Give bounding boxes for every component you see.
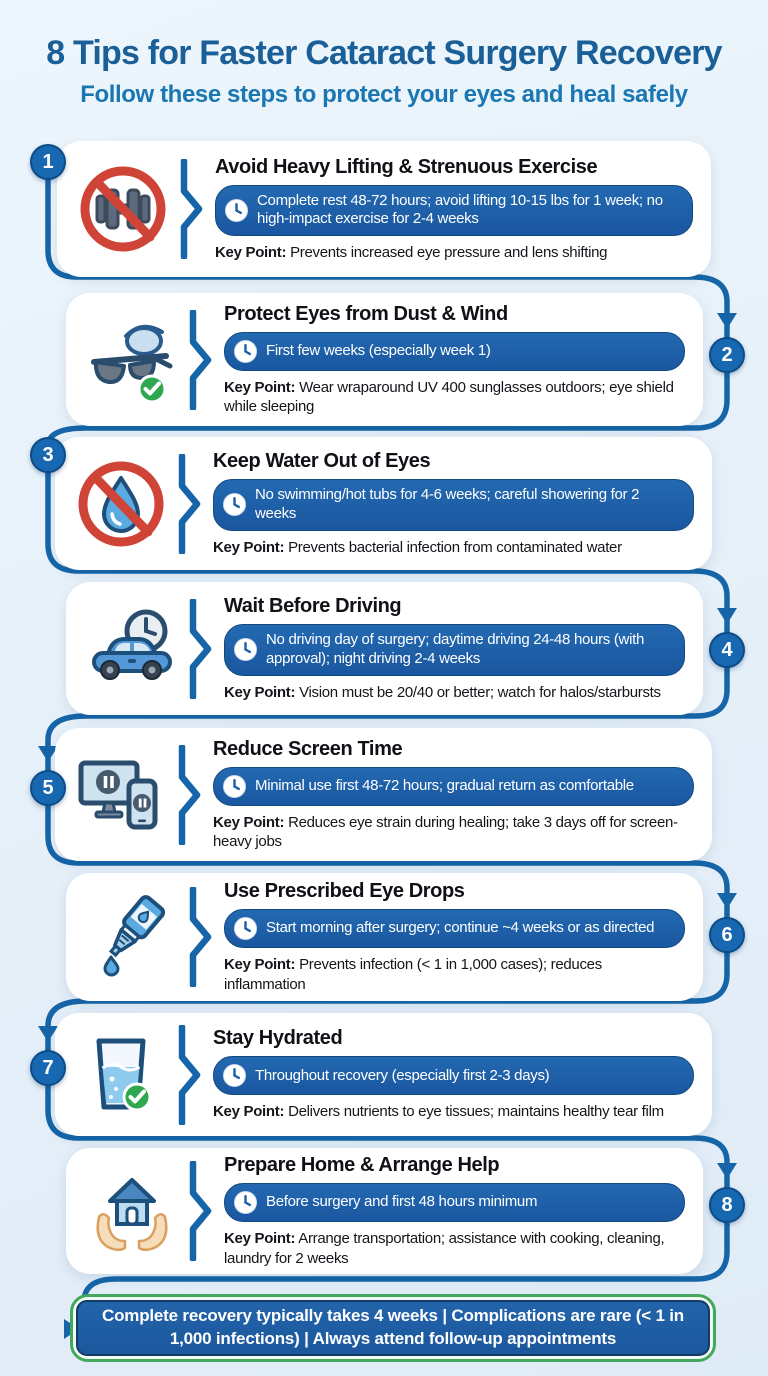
tip-content — [213, 450, 698, 557]
tip-title: Prepare Home & Arrange Help — [224, 1154, 500, 1177]
tip-content — [215, 156, 697, 263]
chevron-separator-icon — [188, 310, 214, 410]
step-badge: 2 — [709, 337, 745, 373]
timeline-pill — [224, 332, 685, 371]
timeline-text: Start morning after surgery; continue ~4 weeks or as directed — [266, 919, 655, 937]
timeline-pill — [213, 1056, 694, 1095]
summary-banner — [70, 1294, 716, 1362]
key-point: Key Point: Arrange transportation; assistance with cooking, cleaning, laundry for 2 weeks — [224, 1230, 665, 1267]
key-point: Key Point: Prevents bacterial infection from contaminated water — [213, 538, 622, 556]
clock-icon — [222, 1063, 247, 1088]
tip-title: Protect Eyes from Dust & Wind — [224, 302, 508, 325]
tip-content — [213, 738, 698, 851]
timeline-pill — [213, 767, 694, 806]
tip-title: Wait Before Driving — [224, 595, 402, 618]
key-point: Key Point: Wear wraparound UV 400 sunglasses outdoors; eye shield while sleeping — [224, 378, 674, 415]
step-badge: 5 — [30, 770, 66, 806]
chevron-separator-icon — [179, 159, 205, 259]
car-clock-icon — [82, 603, 182, 695]
summary-text: Complete recovery typically takes 4 weeks | Complications are rare (< 1 in 1,000 infections) | Always attend follow-up appointments — [76, 1300, 710, 1356]
tip-card-7 — [55, 1013, 712, 1136]
page-title: 8 Tips for Faster Cataract Surgery Recovery — [46, 34, 722, 72]
timeline-pill — [215, 185, 693, 237]
arrow-icon — [717, 893, 737, 909]
tip-content — [224, 595, 689, 702]
home-care-icon — [82, 1165, 182, 1257]
arrow-icon — [717, 608, 737, 624]
water-glass-icon — [71, 1029, 171, 1121]
tip-card-4 — [66, 582, 703, 715]
arrow-icon — [717, 313, 737, 329]
step-badge: 3 — [30, 437, 66, 473]
chevron-separator-icon — [188, 887, 214, 987]
tip-content — [213, 1027, 698, 1121]
step-badge: 6 — [709, 917, 745, 953]
no-water-icon — [71, 458, 171, 550]
key-point: Key Point: Prevents infection (< 1 in 1,000 cases); reduces inflammation — [224, 956, 602, 993]
tip-card-6 — [66, 873, 703, 1001]
timeline-text: First few weeks (especially week 1) — [266, 341, 491, 359]
key-point: Key Point: Delivers nutrients to eye tissues; maintains healthy tear film — [213, 1103, 664, 1121]
tip-title: Keep Water Out of Eyes — [213, 450, 431, 473]
header — [0, 34, 768, 109]
clock-icon — [224, 198, 249, 223]
arrow-icon — [717, 1163, 737, 1179]
chevron-separator-icon — [177, 745, 203, 845]
chevron-separator-icon — [188, 1161, 214, 1261]
timeline-text: Throughout recovery (especially first 2-3 days) — [255, 1066, 550, 1084]
clock-icon — [233, 1190, 258, 1215]
clock-icon — [233, 637, 258, 662]
key-point: Key Point: Vision must be 20/40 or better; watch for halos/starbursts — [224, 683, 661, 701]
key-point: Key Point: Reduces eye strain during healing; take 3 days off for screen-heavy jobs — [213, 813, 678, 850]
timeline-text: No driving day of surgery; daytime driving 24-48 hours (with approval); night driving 2-4 weeks — [266, 631, 645, 667]
timeline-pill — [224, 1183, 685, 1222]
timeline-pill — [224, 624, 685, 676]
tip-title: Stay Hydrated — [213, 1027, 343, 1050]
timeline-pill — [213, 479, 694, 531]
clock-icon — [233, 916, 258, 941]
page-subtitle: Follow these steps to protect your eyes and heal safely — [80, 81, 688, 108]
tip-card-2 — [66, 293, 703, 426]
tip-title: Use Prescribed Eye Drops — [224, 880, 465, 903]
eye-drops-icon — [82, 891, 182, 983]
tip-card-1 — [57, 141, 711, 277]
step-badge: 8 — [709, 1187, 745, 1223]
timeline-text: No swimming/hot tubs for 4-6 weeks; careful showering for 2 weeks — [255, 486, 640, 522]
clock-icon — [222, 492, 247, 517]
tip-card-5 — [55, 728, 712, 861]
timeline-pill — [224, 909, 685, 948]
timeline-text: Complete rest 48-72 hours; avoid lifting 10-15 lbs for 1 week; no high-impact exercise for 2-4 weeks — [257, 191, 663, 228]
chevron-separator-icon — [188, 599, 214, 699]
eye-protection-icon — [82, 314, 182, 406]
no-heavy-lifting-icon — [73, 163, 173, 255]
timeline-text: Before surgery and first 48 hours minimum — [266, 1193, 538, 1211]
tip-content — [224, 880, 689, 993]
chevron-separator-icon — [177, 1025, 203, 1125]
step-badge: 7 — [30, 1050, 66, 1086]
clock-icon — [233, 339, 258, 364]
tip-card-8 — [66, 1148, 703, 1274]
step-badge: 4 — [709, 632, 745, 668]
tip-card-3 — [55, 437, 712, 570]
screens-pause-icon — [71, 749, 171, 841]
tip-content — [224, 1154, 689, 1267]
timeline-text: Minimal use first 48-72 hours; gradual return as comfortable — [255, 776, 634, 794]
tip-title: Reduce Screen Time — [213, 737, 403, 760]
key-point: Key Point: Prevents increased eye pressure and lens shifting — [215, 244, 608, 262]
tip-title: Avoid Heavy Lifting & Strenuous Exercise — [215, 155, 598, 178]
chevron-separator-icon — [177, 454, 203, 554]
clock-icon — [222, 774, 247, 799]
step-badge: 1 — [30, 144, 66, 180]
tip-content — [224, 303, 689, 416]
